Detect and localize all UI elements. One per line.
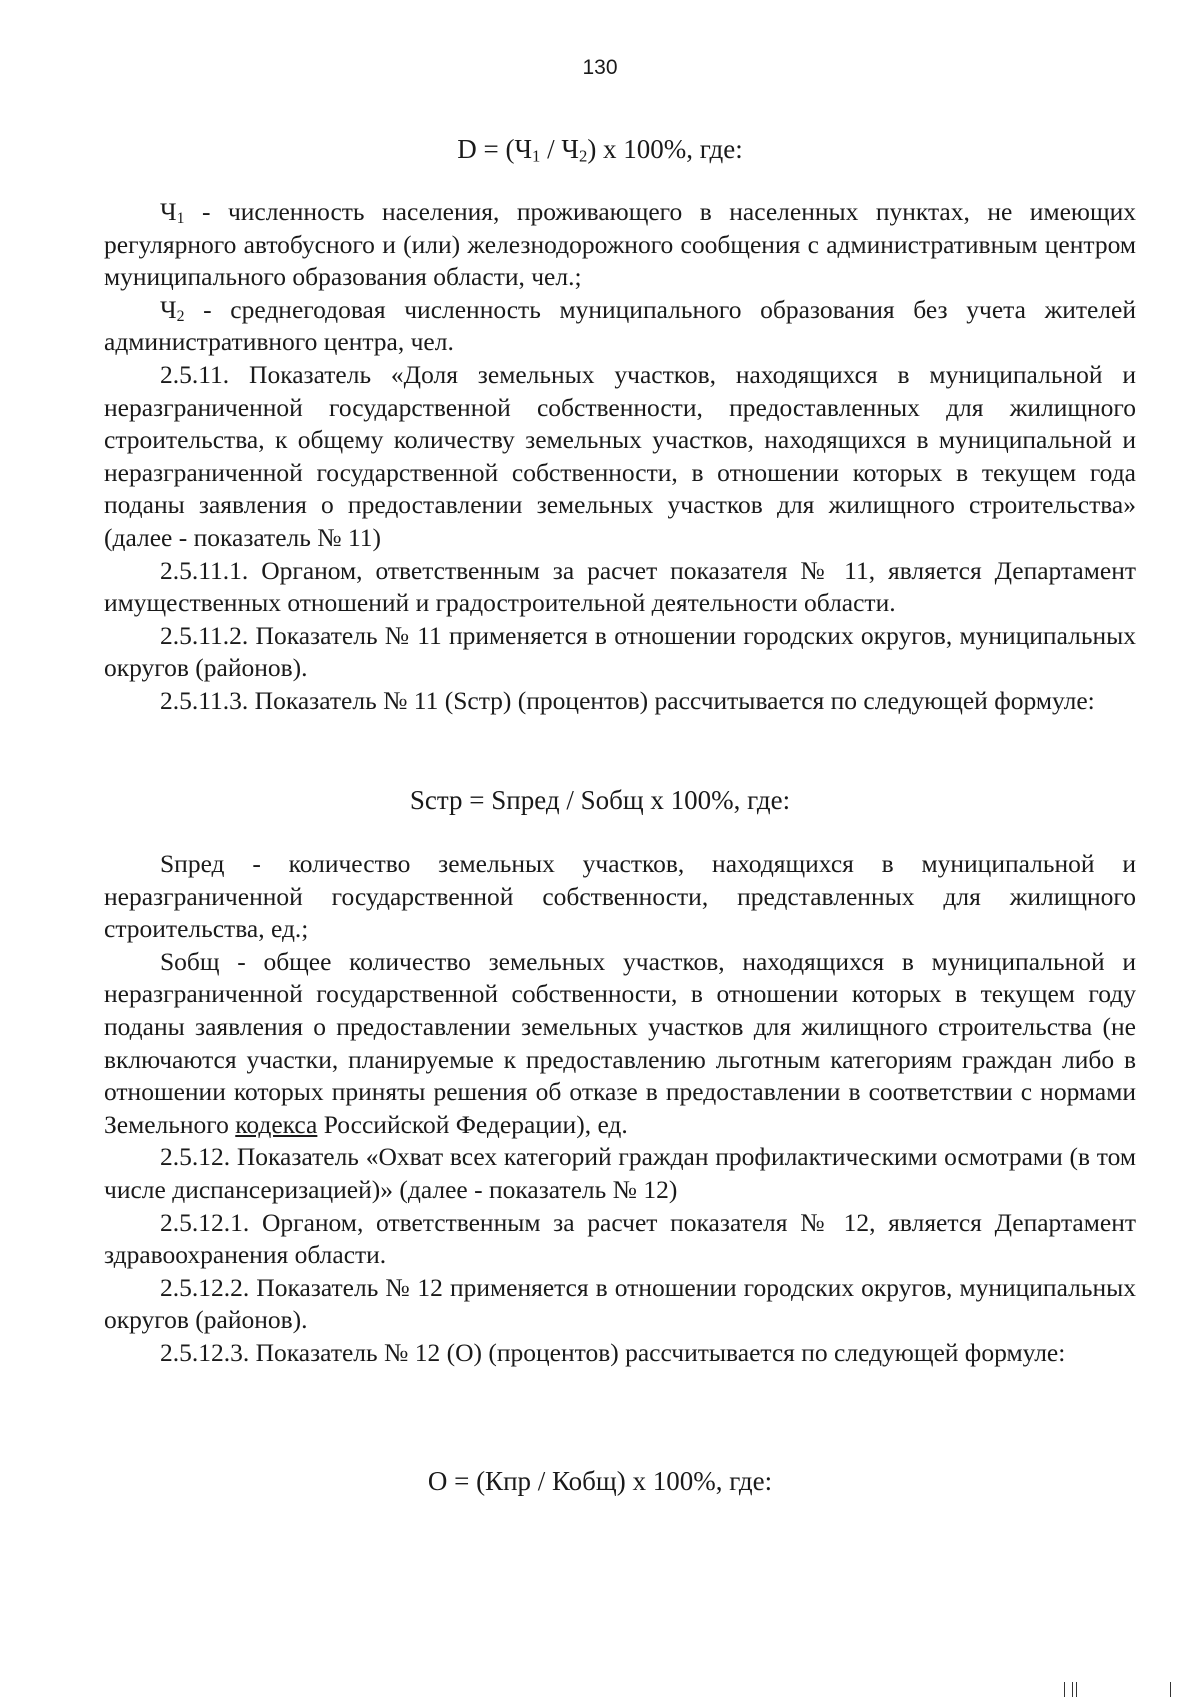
formula-sstr: Sстр = Sпред / Sобщ х 100%, где: bbox=[409, 785, 791, 815]
definition-spred: Sпред - количество земельных участков, находящихся в муниципальной и неразграниченной государственной собственности, представленных для жилищного строительства, ед.; bbox=[104, 849, 1136, 944]
definition-sobsch: Sобщ - общее количество земельных участков, находящихся в муниципальной и неразграниченной государственной собственности, в отношении которых в текущем году поданы заявления о предоставлении земельных участков для жилищного строительства (не включаются участки, планируемые к предоставлению льготным категориям граждан либо в отношении которых приняты решения об отказе в предоставлении в соответствии с нормами Земельного кодекса Российской Федерации), ед. bbox=[104, 946, 1136, 1139]
scan-edge-marks bbox=[1064, 1682, 1174, 1697]
section-2-5-11-2: 2.5.11.2. Показатель № 11 применяется в отношении городских округов, муниципальных округов (районов). bbox=[104, 620, 1136, 683]
section-2-5-12: 2.5.12. Показатель «Охват всех категорий граждан профилактическими осмотрами (в том числе диспансеризацией)» (далее - показатель № 12) bbox=[104, 1142, 1136, 1204]
text-block-upper bbox=[104, 196, 1136, 718]
section-2-5-12-3: 2.5.12.3. Показатель № 12 (О) (процентов) рассчитывается по следующей формуле: bbox=[160, 1337, 1066, 1367]
formula-o: О = (Кпр / Кобщ) х 100%, где: bbox=[427, 1466, 773, 1496]
definition-ch2: $Ч_2$ - среднегодовая численность муниципального образования без учета жителей административного центра, чел. bbox=[104, 294, 1136, 357]
section-2-5-11-1: 2.5.11.1. Органом, ответственным за расчет показателя № 11, является Департамент имущественных отношений и градостроительной деятельности области. bbox=[104, 555, 1136, 618]
section-2-5-12-2: 2.5.12.2. Показатель № 12 применяется в отношении городских округов, муниципальных округов (районов). bbox=[104, 1272, 1136, 1335]
section-2-5-11: 2.5.11. Показатель «Доля земельных участков, находящихся в муниципальной и неразграниченной государственной собственности, предоставленных для жилищного строительства, к общему количеству земельных участков, находящихся в муниципальной и неразграниченной государственной собственности, в отношении которых в текущем года поданы заявления о предоставлении земельных участков для жилищного строительства» (далее - показатель № 11) bbox=[104, 359, 1136, 552]
definition-ch1: $Ч_1$ - численность населения, проживающего в населенных пунктах, не имеющих регулярного автобусного и (или) железнодорожного сообщения с административным центром муниципального образования области, чел.; bbox=[104, 197, 1136, 292]
formula-d: $D = (Ч_1 / Ч_2)$ х 100%, где: bbox=[457, 134, 743, 166]
section-2-5-12-1: 2.5.12.1. Органом, ответственным за расчет показателя № 12, является Департамент здравоохранения области. bbox=[104, 1207, 1136, 1270]
section-2-5-11-3: 2.5.11.3. Показатель № 11 (Sстр) (процентов) рассчитывается по следующей формуле: bbox=[160, 685, 1095, 715]
text-block-lower bbox=[104, 848, 1136, 1370]
land-code-link[interactable]: кодекса bbox=[235, 1109, 318, 1139]
page-number: 130 bbox=[582, 56, 618, 79]
